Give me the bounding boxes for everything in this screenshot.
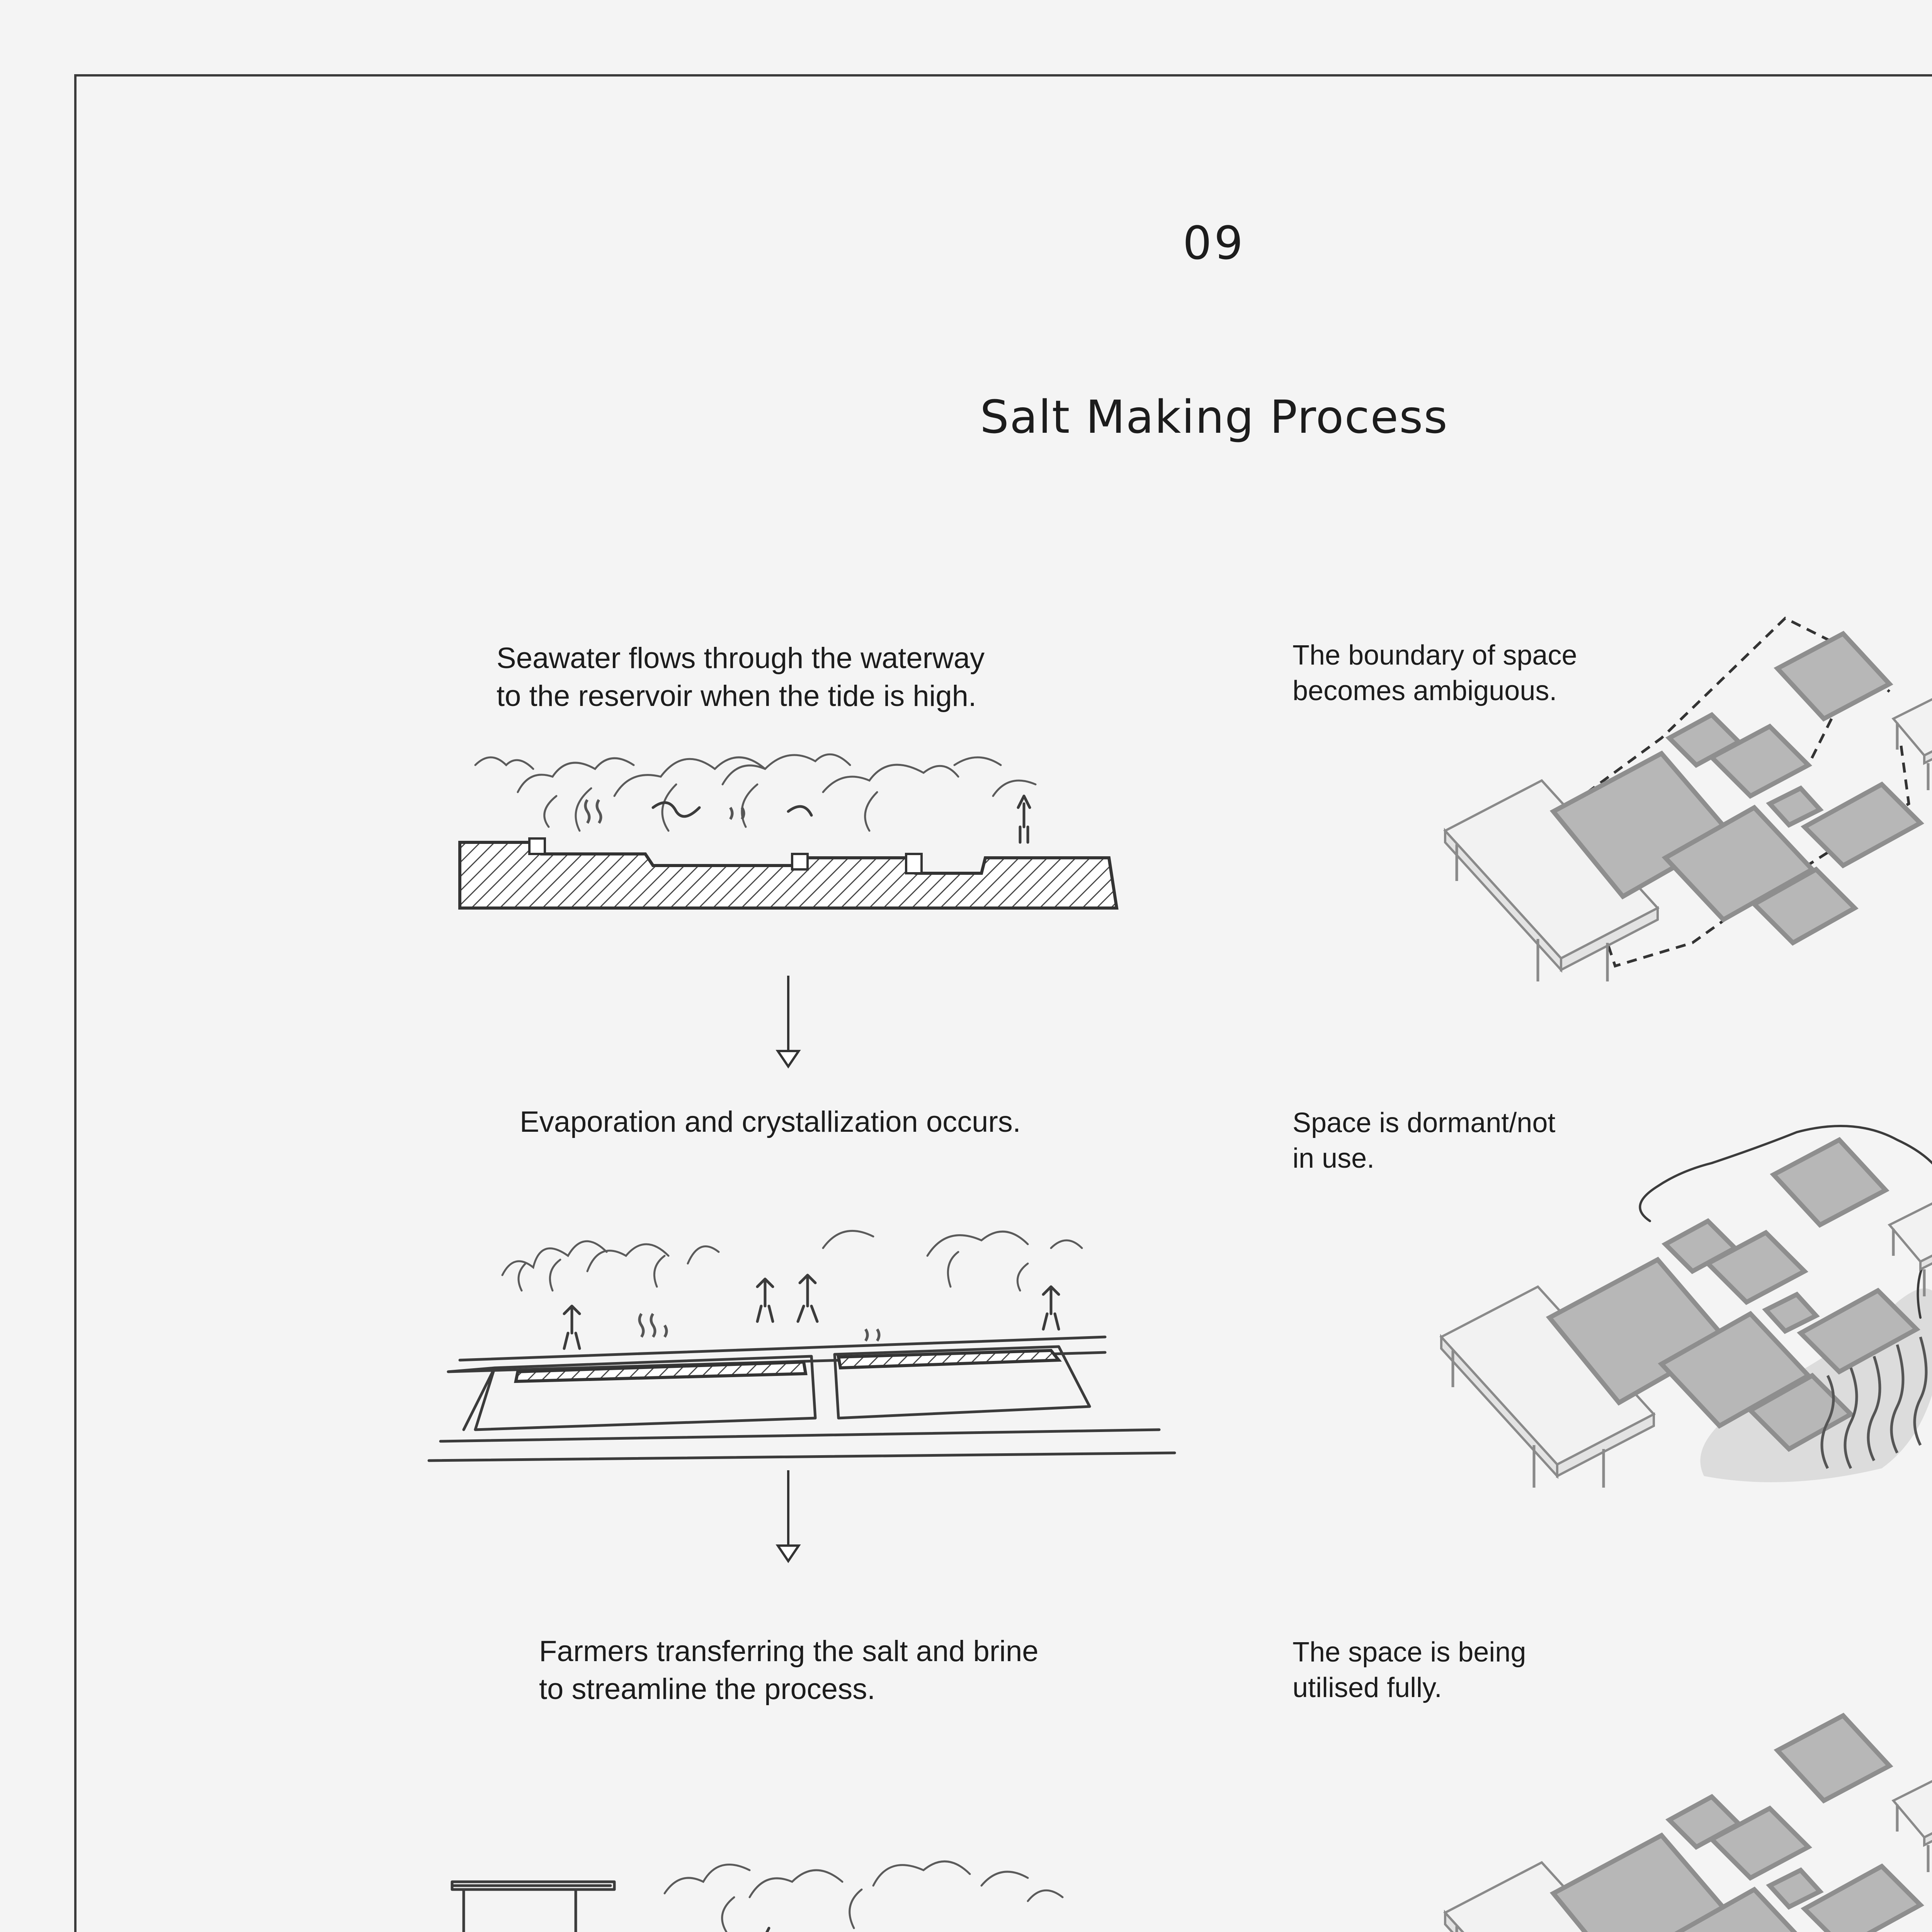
sketch-seawater-inflow	[452, 742, 1128, 916]
axon-utilised-space	[1445, 1700, 1932, 1932]
down-arrow-icon	[775, 976, 802, 1068]
space-caption-1: The boundary of space becomes ambiguous.	[1293, 640, 1577, 706]
page-number: 09	[1182, 216, 1246, 270]
page-title: Salt Making Process	[980, 390, 1448, 444]
sketch-evaporation	[425, 1198, 1179, 1476]
axon-dormant-space	[1441, 1128, 1932, 1561]
process-caption-1: Seawater flows through the waterway to the reservoir when the tide is high.	[497, 642, 985, 713]
axon-ambiguous-boundary	[1445, 618, 1932, 1005]
process-caption-2: Evaporation and crystallization occurs.	[520, 1105, 1021, 1138]
space-caption-3: The space is being utilised fully.	[1293, 1637, 1526, 1703]
sketch-farmers-transferring	[448, 1832, 1124, 1932]
process-caption-3: Farmers transferring the salt and brine to streamline the process.	[539, 1635, 1039, 1706]
space-caption-2: Space is dormant/not in use.	[1293, 1107, 1556, 1174]
down-arrow-icon	[775, 1470, 802, 1563]
